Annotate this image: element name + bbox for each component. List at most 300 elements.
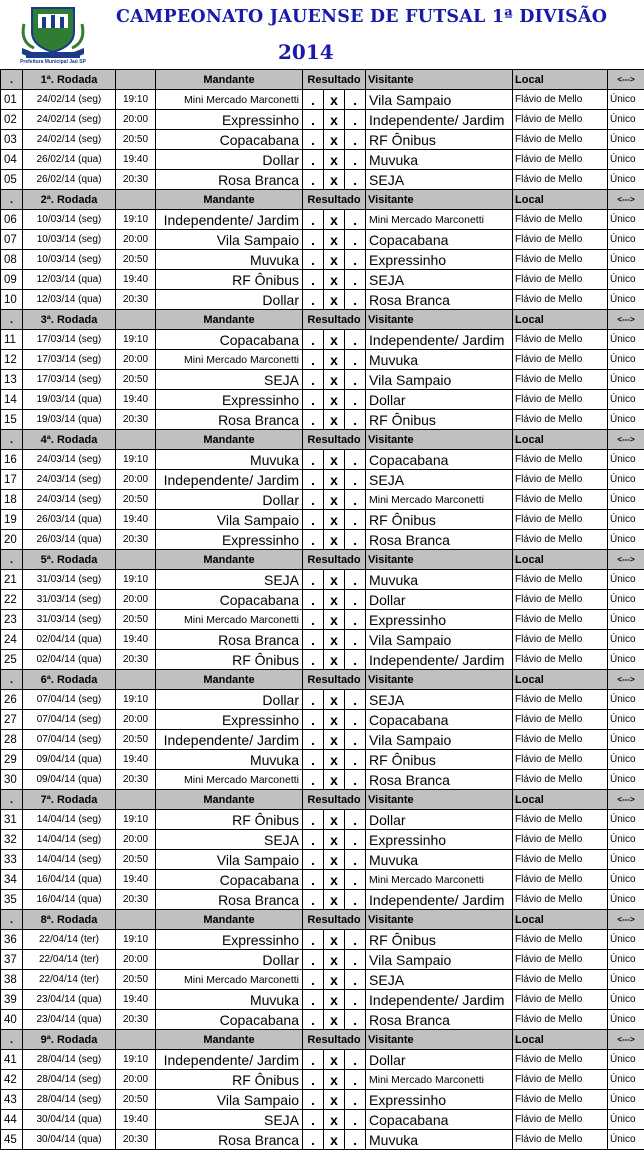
away-score: . (345, 170, 366, 190)
away-score: . (345, 570, 366, 590)
away-team: Copacabana (366, 1110, 513, 1130)
match-number: 41 (1, 1050, 23, 1070)
match-number: 17 (1, 470, 23, 490)
match-time: 20:50 (116, 130, 156, 150)
match-number: 38 (1, 970, 23, 990)
match-venue: Flávio de Mello (513, 890, 608, 910)
home-score: . (303, 610, 324, 630)
match-number: 34 (1, 870, 23, 890)
header-resultado: Resultado (303, 430, 366, 450)
home-team: RF Ônibus (156, 1070, 303, 1090)
home-team: Mini Mercado Marconetti (156, 350, 303, 370)
match-row (1, 470, 644, 490)
header-arrows: <---> (608, 430, 644, 450)
match-row (1, 990, 644, 1010)
match-row (1, 90, 644, 110)
match-time: 20:50 (116, 610, 156, 630)
match-row (1, 630, 644, 650)
header-mandante: Mandante (156, 190, 303, 210)
match-row (1, 850, 644, 870)
round-header-row (1, 310, 644, 330)
home-score: . (303, 390, 324, 410)
match-date: 24/03/14 (seg) (23, 450, 116, 470)
versus-mark: x (324, 930, 345, 950)
match-venue: Flávio de Mello (513, 210, 608, 230)
home-score: . (303, 1050, 324, 1070)
home-score: . (303, 1130, 324, 1150)
match-time: 19:10 (116, 1050, 156, 1070)
away-team: Independente/ Jardim (366, 650, 513, 670)
home-score: . (303, 230, 324, 250)
versus-mark: x (324, 330, 345, 350)
match-date: 10/03/14 (seg) (23, 210, 116, 230)
round-label: 7ª. Rodada (23, 790, 116, 810)
match-row (1, 390, 644, 410)
home-team: Expressinho (156, 530, 303, 550)
header-mandante: Mandante (156, 670, 303, 690)
away-team: SEJA (366, 690, 513, 710)
match-venue: Flávio de Mello (513, 510, 608, 530)
header-arrows: <---> (608, 550, 644, 570)
away-team: Mini Mercado Marconetti (366, 490, 513, 510)
match-date: 07/04/14 (seg) (23, 710, 116, 730)
match-row (1, 1090, 644, 1110)
match-row (1, 1130, 644, 1150)
match-turn: Único (608, 890, 644, 910)
home-score: . (303, 1010, 324, 1030)
versus-mark: x (324, 1050, 345, 1070)
match-time: 19:10 (116, 450, 156, 470)
match-venue: Flávio de Mello (513, 750, 608, 770)
home-team: Copacabana (156, 590, 303, 610)
match-venue: Flávio de Mello (513, 930, 608, 950)
away-score: . (345, 150, 366, 170)
versus-mark: x (324, 350, 345, 370)
home-score: . (303, 690, 324, 710)
match-date: 19/03/14 (qua) (23, 390, 116, 410)
match-time: 20:50 (116, 370, 156, 390)
match-date: 31/03/14 (seg) (23, 570, 116, 590)
match-time: 20:00 (116, 1070, 156, 1090)
away-score: . (345, 770, 366, 790)
away-team: Independente/ Jardim (366, 110, 513, 130)
away-team: Muvuka (366, 570, 513, 590)
away-score: . (345, 410, 366, 430)
versus-mark: x (324, 1010, 345, 1030)
away-team: Vila Sampaio (366, 370, 513, 390)
match-turn: Único (608, 1010, 644, 1030)
home-score: . (303, 1090, 324, 1110)
match-venue: Flávio de Mello (513, 350, 608, 370)
match-date: 24/03/14 (seg) (23, 490, 116, 510)
home-team: Muvuka (156, 990, 303, 1010)
match-date: 12/03/14 (qua) (23, 270, 116, 290)
match-venue: Flávio de Mello (513, 530, 608, 550)
match-turn: Único (608, 730, 644, 750)
away-team: Independente/ Jardim (366, 890, 513, 910)
home-score: . (303, 830, 324, 850)
away-team: Vila Sampaio (366, 630, 513, 650)
round-header-row (1, 190, 644, 210)
match-number: 25 (1, 650, 23, 670)
home-team: Expressinho (156, 390, 303, 410)
away-score: . (345, 590, 366, 610)
home-score: . (303, 750, 324, 770)
match-row (1, 110, 644, 130)
match-turn: Único (608, 110, 644, 130)
away-team: Expressinho (366, 250, 513, 270)
header-resultado: Resultado (303, 70, 366, 90)
match-turn: Único (608, 1130, 644, 1150)
match-date: 26/03/14 (qua) (23, 510, 116, 530)
away-team: Rosa Branca (366, 770, 513, 790)
away-team: SEJA (366, 470, 513, 490)
header-arrows: <---> (608, 790, 644, 810)
home-team: Copacabana (156, 130, 303, 150)
match-venue: Flávio de Mello (513, 810, 608, 830)
away-score: . (345, 1090, 366, 1110)
match-turn: Único (608, 970, 644, 990)
round-header-row (1, 1030, 644, 1050)
home-team: Mini Mercado Marconetti (156, 610, 303, 630)
match-number: 40 (1, 1010, 23, 1030)
away-team: Copacabana (366, 710, 513, 730)
away-team: Dollar (366, 810, 513, 830)
match-row (1, 930, 644, 950)
match-date: 07/04/14 (seg) (23, 730, 116, 750)
match-time: 20:00 (116, 350, 156, 370)
header-local: Local (513, 430, 608, 450)
away-team: Copacabana (366, 230, 513, 250)
match-venue: Flávio de Mello (513, 1050, 608, 1070)
header-time (116, 550, 156, 570)
match-date: 26/02/14 (qua) (23, 170, 116, 190)
round-header-row (1, 910, 644, 930)
match-time: 19:10 (116, 330, 156, 350)
match-venue: Flávio de Mello (513, 150, 608, 170)
header-visitante: Visitante (366, 670, 513, 690)
match-date: 09/04/14 (qua) (23, 770, 116, 790)
match-turn: Único (608, 90, 644, 110)
home-score: . (303, 150, 324, 170)
versus-mark: x (324, 730, 345, 750)
home-team: Copacabana (156, 870, 303, 890)
header-resultado: Resultado (303, 1030, 366, 1050)
match-row (1, 410, 644, 430)
match-row (1, 730, 644, 750)
match-venue: Flávio de Mello (513, 330, 608, 350)
match-date: 24/02/14 (seg) (23, 130, 116, 150)
match-turn: Único (608, 290, 644, 310)
home-team: Muvuka (156, 750, 303, 770)
match-time: 20:00 (116, 470, 156, 490)
header-dot: . (1, 910, 23, 930)
home-score: . (303, 890, 324, 910)
match-date: 17/03/14 (seg) (23, 370, 116, 390)
match-venue: Flávio de Mello (513, 490, 608, 510)
match-venue: Flávio de Mello (513, 1090, 608, 1110)
match-number: 24 (1, 630, 23, 650)
header-dot: . (1, 790, 23, 810)
home-score: . (303, 850, 324, 870)
match-turn: Único (608, 330, 644, 350)
match-turn: Único (608, 130, 644, 150)
home-score: . (303, 650, 324, 670)
versus-mark: x (324, 710, 345, 730)
away-team: RF Ônibus (366, 930, 513, 950)
match-venue: Flávio de Mello (513, 710, 608, 730)
header-dot: . (1, 70, 23, 90)
header-mandante: Mandante (156, 550, 303, 570)
match-turn: Único (608, 510, 644, 530)
match-turn: Único (608, 270, 644, 290)
match-time: 20:30 (116, 1130, 156, 1150)
match-date: 24/02/14 (seg) (23, 90, 116, 110)
away-team: Rosa Branca (366, 1010, 513, 1030)
home-team: SEJA (156, 830, 303, 850)
home-score: . (303, 110, 324, 130)
schedule-table (0, 69, 644, 1150)
match-turn: Único (608, 570, 644, 590)
away-team: Expressinho (366, 1090, 513, 1110)
match-row (1, 950, 644, 970)
away-score: . (345, 470, 366, 490)
home-team: Dollar (156, 490, 303, 510)
match-date: 28/04/14 (seg) (23, 1070, 116, 1090)
match-turn: Único (608, 850, 644, 870)
match-venue: Flávio de Mello (513, 410, 608, 430)
versus-mark: x (324, 610, 345, 630)
match-row (1, 830, 644, 850)
match-date: 24/02/14 (seg) (23, 110, 116, 130)
match-number: 22 (1, 590, 23, 610)
versus-mark: x (324, 890, 345, 910)
away-score: . (345, 630, 366, 650)
match-turn: Único (608, 370, 644, 390)
away-score: . (345, 230, 366, 250)
match-venue: Flávio de Mello (513, 770, 608, 790)
match-venue: Flávio de Mello (513, 610, 608, 630)
match-number: 01 (1, 90, 23, 110)
home-score: . (303, 930, 324, 950)
match-row (1, 1050, 644, 1070)
match-row (1, 510, 644, 530)
match-row (1, 530, 644, 550)
away-score: . (345, 450, 366, 470)
away-score: . (345, 270, 366, 290)
header-visitante: Visitante (366, 70, 513, 90)
match-venue: Flávio de Mello (513, 1130, 608, 1150)
away-score: . (345, 210, 366, 230)
header-time (116, 190, 156, 210)
header-resultado: Resultado (303, 310, 366, 330)
versus-mark: x (324, 450, 345, 470)
match-time: 20:00 (116, 950, 156, 970)
away-team: Muvuka (366, 350, 513, 370)
match-number: 04 (1, 150, 23, 170)
match-venue: Flávio de Mello (513, 390, 608, 410)
home-team: Independente/ Jardim (156, 210, 303, 230)
match-number: 05 (1, 170, 23, 190)
match-turn: Único (608, 390, 644, 410)
away-score: . (345, 510, 366, 530)
match-venue: Flávio de Mello (513, 470, 608, 490)
home-score: . (303, 810, 324, 830)
versus-mark: x (324, 990, 345, 1010)
versus-mark: x (324, 250, 345, 270)
header-dot: . (1, 430, 23, 450)
round-label: 4ª. Rodada (23, 430, 116, 450)
versus-mark: x (324, 830, 345, 850)
match-time: 20:30 (116, 410, 156, 430)
versus-mark: x (324, 1070, 345, 1090)
away-score: . (345, 530, 366, 550)
match-date: 17/03/14 (seg) (23, 350, 116, 370)
match-date: 30/04/14 (qua) (23, 1130, 116, 1150)
match-time: 19:10 (116, 210, 156, 230)
match-venue: Flávio de Mello (513, 650, 608, 670)
versus-mark: x (324, 1110, 345, 1130)
away-team: Expressinho (366, 610, 513, 630)
match-row (1, 1010, 644, 1030)
round-header-row (1, 430, 644, 450)
match-venue: Flávio de Mello (513, 950, 608, 970)
home-score: . (303, 590, 324, 610)
home-team: Muvuka (156, 250, 303, 270)
header-arrows: <---> (608, 70, 644, 90)
match-venue: Flávio de Mello (513, 450, 608, 470)
match-turn: Único (608, 450, 644, 470)
away-team: Independente/ Jardim (366, 330, 513, 350)
match-time: 19:10 (116, 570, 156, 590)
match-venue: Flávio de Mello (513, 590, 608, 610)
home-score: . (303, 330, 324, 350)
match-venue: Flávio de Mello (513, 1110, 608, 1130)
match-venue: Flávio de Mello (513, 90, 608, 110)
match-turn: Único (608, 950, 644, 970)
header-visitante: Visitante (366, 1030, 513, 1050)
home-team: Dollar (156, 290, 303, 310)
home-team: Independente/ Jardim (156, 1050, 303, 1070)
away-team: Dollar (366, 590, 513, 610)
match-time: 20:00 (116, 830, 156, 850)
versus-mark: x (324, 1090, 345, 1110)
match-turn: Único (608, 530, 644, 550)
match-turn: Único (608, 410, 644, 430)
away-team: SEJA (366, 970, 513, 990)
home-score: . (303, 950, 324, 970)
away-team: Mini Mercado Marconetti (366, 870, 513, 890)
header-time (116, 670, 156, 690)
match-date: 22/04/14 (ter) (23, 950, 116, 970)
match-number: 16 (1, 450, 23, 470)
match-number: 03 (1, 130, 23, 150)
match-turn: Único (608, 170, 644, 190)
away-score: . (345, 250, 366, 270)
match-number: 14 (1, 390, 23, 410)
header-mandante: Mandante (156, 430, 303, 450)
match-time: 19:40 (116, 630, 156, 650)
match-row (1, 810, 644, 830)
match-turn: Único (608, 250, 644, 270)
header-visitante: Visitante (366, 430, 513, 450)
match-number: 42 (1, 1070, 23, 1090)
header-resultado: Resultado (303, 190, 366, 210)
away-score: . (345, 130, 366, 150)
match-number: 20 (1, 530, 23, 550)
match-turn: Único (608, 610, 644, 630)
away-score: . (345, 690, 366, 710)
match-number: 21 (1, 570, 23, 590)
match-number: 06 (1, 210, 23, 230)
match-date: 09/04/14 (qua) (23, 750, 116, 770)
away-score: . (345, 110, 366, 130)
match-turn: Único (608, 210, 644, 230)
match-turn: Único (608, 710, 644, 730)
versus-mark: x (324, 770, 345, 790)
away-score: . (345, 1070, 366, 1090)
round-header-row (1, 70, 644, 90)
match-time: 19:40 (116, 270, 156, 290)
home-team: Mini Mercado Marconetti (156, 770, 303, 790)
match-time: 19:10 (116, 90, 156, 110)
away-score: . (345, 370, 366, 390)
match-number: 11 (1, 330, 23, 350)
header-time (116, 910, 156, 930)
home-score: . (303, 970, 324, 990)
match-row (1, 130, 644, 150)
match-date: 30/04/14 (qua) (23, 1110, 116, 1130)
away-score: . (345, 810, 366, 830)
round-label: 5ª. Rodada (23, 550, 116, 570)
match-venue: Flávio de Mello (513, 1010, 608, 1030)
home-team: Rosa Branca (156, 170, 303, 190)
match-number: 13 (1, 370, 23, 390)
round-label: 9ª. Rodada (23, 1030, 116, 1050)
match-time: 19:40 (116, 390, 156, 410)
match-venue: Flávio de Mello (513, 130, 608, 150)
away-score: . (345, 930, 366, 950)
away-team: Expressinho (366, 830, 513, 850)
match-date: 26/03/14 (qua) (23, 530, 116, 550)
match-date: 22/04/14 (ter) (23, 930, 116, 950)
versus-mark: x (324, 370, 345, 390)
match-row (1, 250, 644, 270)
versus-mark: x (324, 210, 345, 230)
home-score: . (303, 410, 324, 430)
match-date: 31/03/14 (seg) (23, 610, 116, 630)
match-venue: Flávio de Mello (513, 850, 608, 870)
home-team: Expressinho (156, 710, 303, 730)
match-date: 17/03/14 (seg) (23, 330, 116, 350)
away-score: . (345, 710, 366, 730)
header-arrows: <---> (608, 1030, 644, 1050)
home-score: . (303, 570, 324, 590)
home-score: . (303, 90, 324, 110)
home-team: Muvuka (156, 450, 303, 470)
header-mandante: Mandante (156, 1030, 303, 1050)
home-team: Rosa Branca (156, 410, 303, 430)
away-team: RF Ônibus (366, 750, 513, 770)
home-score: . (303, 1070, 324, 1090)
match-venue: Flávio de Mello (513, 570, 608, 590)
header-visitante: Visitante (366, 910, 513, 930)
match-time: 20:50 (116, 730, 156, 750)
home-score: . (303, 370, 324, 390)
match-time: 19:40 (116, 510, 156, 530)
home-score: . (303, 470, 324, 490)
match-time: 20:00 (116, 710, 156, 730)
